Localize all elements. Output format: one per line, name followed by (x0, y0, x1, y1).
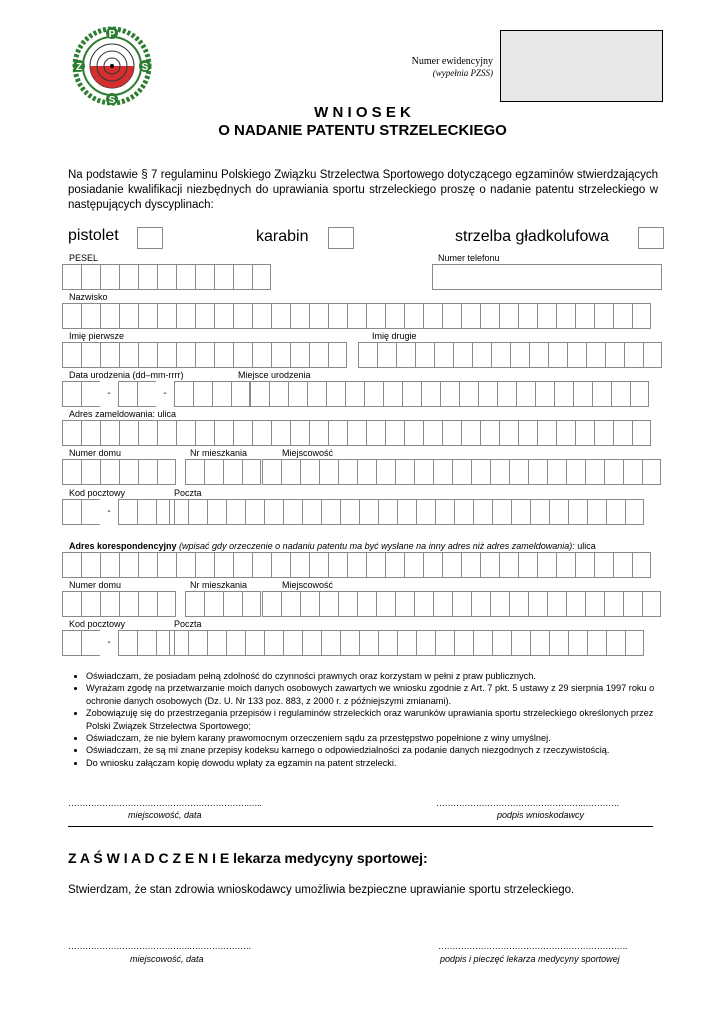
title-line2: O NADANIE PATENTU STRZELECKIEGO (218, 122, 507, 139)
pesel-field[interactable] (62, 264, 271, 290)
corr-label-note: (wpisać gdy orzeczenie o nadaniu patentu ma być wysłane na inny adres niż adres zameldowania): (176, 541, 575, 551)
postal-code-label: Kod pocztowy (69, 488, 126, 498)
city-field[interactable] (262, 459, 661, 485)
house-no-field[interactable] (62, 459, 176, 485)
surname-field[interactable] (62, 303, 651, 329)
corr-label-bold: Adres korespondencyjny (69, 541, 177, 551)
evidence-label: Numer ewidencyjny (411, 56, 493, 67)
corr-postal-code-label: Kod pocztowy (69, 619, 126, 629)
pesel-label: PESEL (69, 253, 99, 263)
declaration-item: • Zobowiązuję się do przestrzegania przepisów i regulaminów strzeleckich oraz warunków uprawiania sportu strzeleckiego określonych przez Polski Związek Strzelectwa Sportowego; (86, 707, 676, 732)
phone-label: Numer telefonu (438, 253, 500, 263)
discipline-rifle-label: karabin (256, 228, 309, 245)
section-divider (68, 826, 653, 827)
corr-address-label (69, 541, 596, 551)
doctor-signature-caption: podpis i pieczęć lekarza medycyny sportowej (440, 954, 620, 964)
corr-post-label: Poczta (174, 619, 202, 629)
corr-city-field[interactable] (262, 591, 661, 617)
surname-label: Nazwisko (69, 292, 108, 302)
evidence-note: (wypełnia PZSS) (432, 68, 493, 78)
certificate-text: Stwierdzam, że stan zdrowia wnioskodawcy umożliwia bezpieczne uprawianie sportu strzeleckiego. (68, 884, 575, 896)
second-name-label: Imię drugie (372, 331, 417, 341)
corr-flat-no-label: Nr mieszkania (190, 580, 248, 590)
place-date-line[interactable]: ……………………………………………………….….. (68, 798, 262, 808)
corr-label-street: ulica (574, 541, 596, 551)
doctor-signature-line[interactable]: …………………………………………………………. (438, 941, 628, 951)
corr-flat-no-field[interactable] (185, 591, 261, 617)
corr-house-no-label: Numer domu (69, 580, 122, 590)
logo-letter-z: Z (75, 62, 83, 73)
place-date-caption: miejscowość, data (128, 810, 202, 820)
declaration-item: • Oświadczam, że nie byłem karany prawomocnym orzeczeniem sądu za przestępstwo popełnione z winy umyślnej. (86, 732, 676, 744)
postal-separator: - (107, 506, 111, 517)
corr-house-no-field[interactable] (62, 591, 176, 617)
corr-postal-code-field[interactable] (62, 630, 175, 656)
logo-letter-p: P (108, 29, 116, 40)
title-line1: W N I O S E K (314, 104, 411, 121)
logo-letter-s1: S (141, 62, 149, 73)
discipline-rifle-checkbox[interactable] (328, 227, 354, 249)
corr-street-field[interactable] (62, 552, 651, 578)
declaration-item: • Oświadczam, że są mi znane przepisy kodeksu karnego o odpowiedzialności za podanie danych niezgodnych z rzeczywistością. (86, 744, 676, 756)
second-name-field[interactable] (358, 342, 662, 368)
birth-date-label: Data urodzenia (dd–mm-rrrr) (69, 370, 184, 380)
applicant-signature-line[interactable]: …………………………………………….…………. (436, 798, 619, 808)
city-label: Miejscowość (282, 448, 334, 458)
flat-no-label: Nr mieszkania (190, 448, 248, 458)
corr-city-label: Miejscowość (282, 580, 334, 590)
birth-place-label: Miejsce urodzenia (238, 370, 311, 380)
address-street-field[interactable] (62, 420, 651, 446)
corr-post-field[interactable] (169, 630, 644, 656)
doctor-place-date-line[interactable]: …………………………………….…………………. (68, 941, 251, 951)
discipline-pistol-label: pistolet (68, 227, 119, 244)
phone-field[interactable] (432, 264, 662, 290)
discipline-shotgun-checkbox[interactable] (638, 227, 664, 249)
birth-place-field[interactable] (231, 381, 649, 407)
first-name-field[interactable] (62, 342, 347, 368)
pzss-logo (72, 26, 152, 106)
intro-text: Na podstawie § 7 regulaminu Polskiego Związku Strzelectwa Sportowego dotyczącego egzaminów stwierdzających posiadanie kwalifikacji niezbędnych do uprawiania sportu strzeleckiego proszę o nadanie patentu strzeleckiego w następujących dyscyplinach: (68, 169, 658, 211)
date-separator: - (163, 388, 167, 399)
postal-separator: - (107, 637, 111, 648)
post-label: Poczta (174, 488, 202, 498)
first-name-label: Imię pierwsze (69, 331, 125, 341)
declaration-item: • Do wniosku załączam kopię dowodu wpłaty za egzamin na patent strzelecki. (86, 757, 676, 769)
declaration-item: • Oświadczam, że posiadam pełną zdolność do czynności prawnych oraz korzystam w pełni z praw publicznych. (86, 670, 676, 682)
doctor-place-date-caption: miejscowość, data (130, 954, 204, 964)
date-separator: - (107, 388, 111, 399)
address-street-label: Adres zameldowania: ulica (69, 409, 177, 419)
declarations-list (68, 670, 676, 769)
certificate-title (68, 850, 428, 866)
declaration-item: • Wyrażam zgodę na przetwarzanie moich danych osobowych zawartych we wniosku zgodnie z Art. 7 pkt. 5 ustawy z 29 sierpnia 1997 roku o ochronie danych osobowych (Dz. U. Nr 133 poz. 883, z 2000 r. z późniejszymi zmianami). (86, 682, 676, 707)
house-no-label: Numer domu (69, 448, 122, 458)
birth-date-field[interactable] (62, 381, 250, 407)
post-field[interactable] (169, 499, 644, 525)
evidence-number-box[interactable] (500, 30, 663, 102)
certificate-title-spaced: Z A Ś W I A D C Z E N I E (68, 850, 230, 866)
discipline-pistol-checkbox[interactable] (137, 227, 163, 249)
postal-code-field[interactable] (62, 499, 175, 525)
discipline-shotgun-label: strzelba gładkolufowa (455, 228, 609, 245)
applicant-signature-caption: podpis wnioskodawcy (497, 810, 585, 820)
logo-letter-s2: S (108, 95, 116, 106)
flat-no-field[interactable] (185, 459, 261, 485)
certificate-title-rest: lekarza medycyny sportowej: (229, 850, 428, 866)
